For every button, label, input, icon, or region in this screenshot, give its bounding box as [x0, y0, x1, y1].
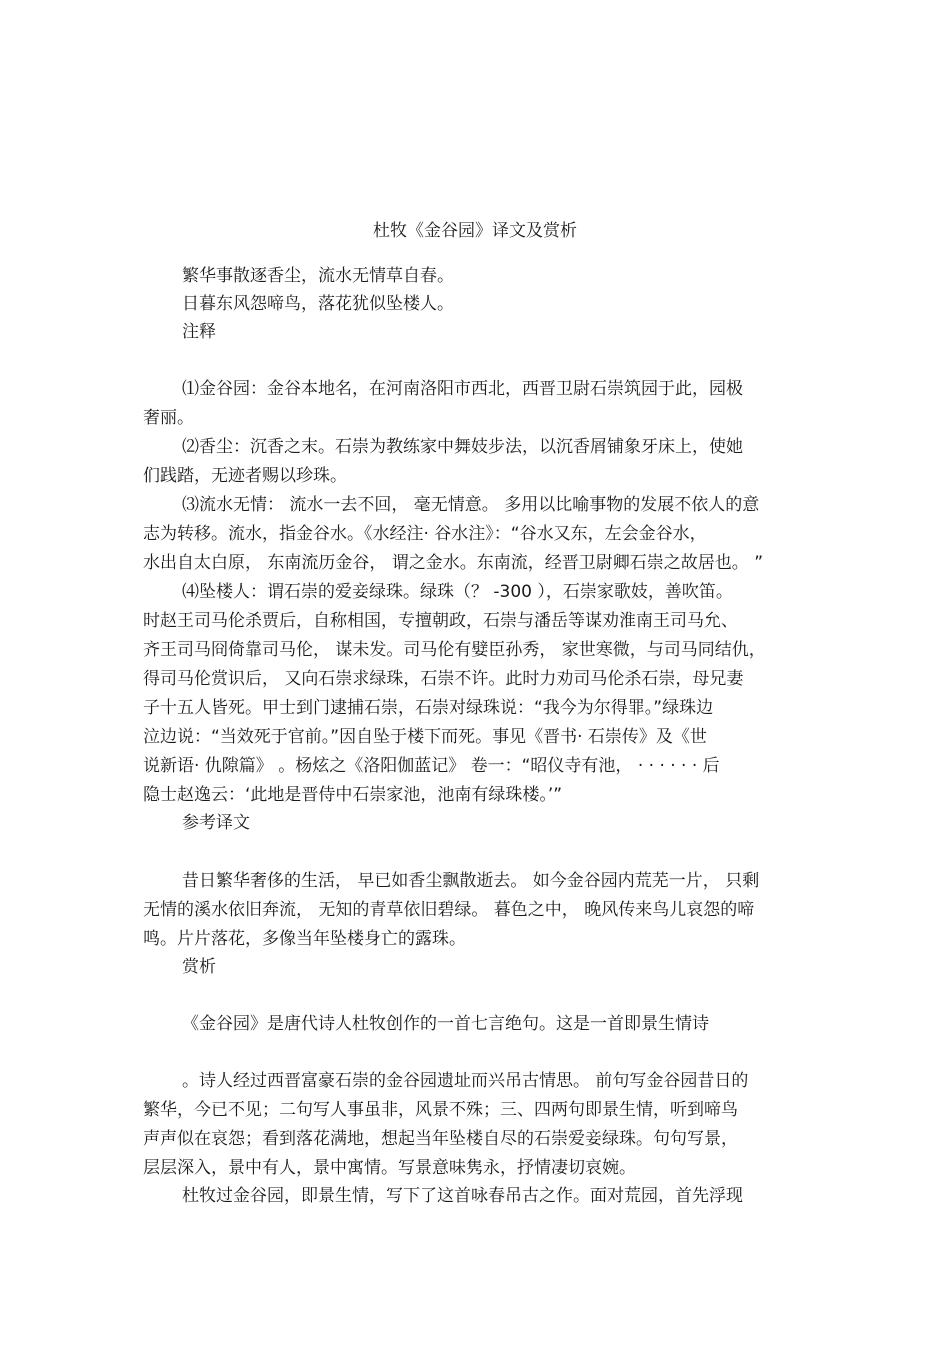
- note-4-line-5: 子十五人皆死。甲士到门逮捕石崇，石崇对绿珠说：“我今为尔得罪。”绿珠边: [143, 698, 714, 718]
- note-4-line-7: 说新语· 仇隙篇》 。杨炫之《洛阳伽蓝记》 卷一：“昭仪寺有池， · · · · · · 后: [143, 756, 720, 776]
- note-2-line-2: 们践踏，无迹者赐以珍珠。: [143, 466, 347, 486]
- note-4-line-6: 泣边说：“当效死于官前。”因自坠于楼下而死。事见《晋书· 石崇传》及《世: [143, 727, 707, 747]
- note-3-line-1: ⑶流水无情： 流水一去不回， 毫无情意。 多用以比喻事物的发展不依人的意: [182, 495, 760, 515]
- note-3-line-2: 志为转移。流水，指金谷水。《水经注· 谷水注》：“谷水又东，左会金谷水，: [143, 524, 707, 544]
- poem-line-2: 日暮东风怨啼鸟，落花犹似坠楼人。: [182, 294, 454, 314]
- translation-heading: 参考译文: [182, 813, 250, 833]
- note-2-line-1: ⑵香尘：沉香之末。石崇为教练家中舞妓步法，以沉香屑铺象牙床上，使她: [182, 437, 743, 457]
- poem-line-1: 繁华事散逐香尘，流水无情草自春。: [182, 266, 454, 286]
- note-3-line-3: 水出自太白原， 东南流历金谷， 谓之金水。东南流，经晋卫尉卿石崇之故居也。 ”: [143, 553, 764, 573]
- appreciation-line-2: 。诗人经过西晋富豪石崇的金谷园遗址而兴吊古情思。 前句写金谷园昔日的: [182, 1071, 749, 1091]
- document-title: 杜牧《金谷园》译文及赏析: [373, 221, 577, 241]
- note-4-line-2: 时赵王司马伦杀贾后，自称相国，专擅朝政，石崇与潘岳等谋劝淮南王司马允、: [143, 611, 738, 631]
- translation-line-3: 鸣。片片落花，多像当年坠楼身亡的露珠。: [143, 929, 466, 949]
- note-1-line-2: 奢丽。: [143, 408, 194, 428]
- appreciation-line-5: 层层深入，景中有人，景中寓情。写景意味隽永，抒情凄切哀婉。: [143, 1158, 636, 1178]
- translation-line-2: 无情的溪水依旧奔流， 无知的青草依旧碧绿。 暮色之中， 晚风传来鸟儿哀怨的啼: [143, 900, 755, 920]
- note-4-line-4: 得司马伦赏识后， 又向石崇求绿珠，石崇不许。此时力劝司马伦杀石崇，母兄妻: [143, 669, 744, 689]
- note-1-line-1: ⑴金谷园：金谷本地名，在河南洛阳市西北，西晋卫尉石崇筑园于此，园极: [182, 379, 743, 399]
- translation-line-1: 昔日繁华奢侈的生活， 早已如香尘飘散逝去。 如今金谷园内荒芜一片， 只剩: [182, 871, 760, 891]
- note-4-line-3: 齐王司马冏倚靠司马伦， 谋未发。司马伦有嬖臣孙秀， 家世寒微，与司马同结仇，: [143, 640, 766, 660]
- note-4-line-1: ⑷坠楼人：谓石崇的爱妾绿珠。绿珠（？ -300 ），石崇家歌妓，善吹笛。: [182, 582, 733, 602]
- appreciation-heading: 赏析: [182, 957, 216, 977]
- appreciation-line-1: 《金谷园》是唐代诗人杜牧创作的一首七言绝句。这是一首即景生情诗: [182, 1014, 709, 1034]
- notes-heading: 注释: [182, 322, 216, 342]
- appreciation-line-3: 繁华，今已不见；二句写人事虽非，风景不殊；三、四两句即景生情，听到啼鸟: [143, 1100, 738, 1120]
- appreciation-line-6: 杜牧过金谷园，即景生情，写下了这首咏春吊古之作。面对荒园，首先浮现: [182, 1186, 743, 1206]
- appreciation-line-4: 声声似在哀怨；看到落花满地，想起当年坠楼自尽的石崇爱妾绿珠。句句写景，: [143, 1129, 738, 1149]
- note-4-line-8: 隐士赵逸云：‘此地是晋侍中石崇家池，池南有绿珠楼。’”: [143, 785, 563, 805]
